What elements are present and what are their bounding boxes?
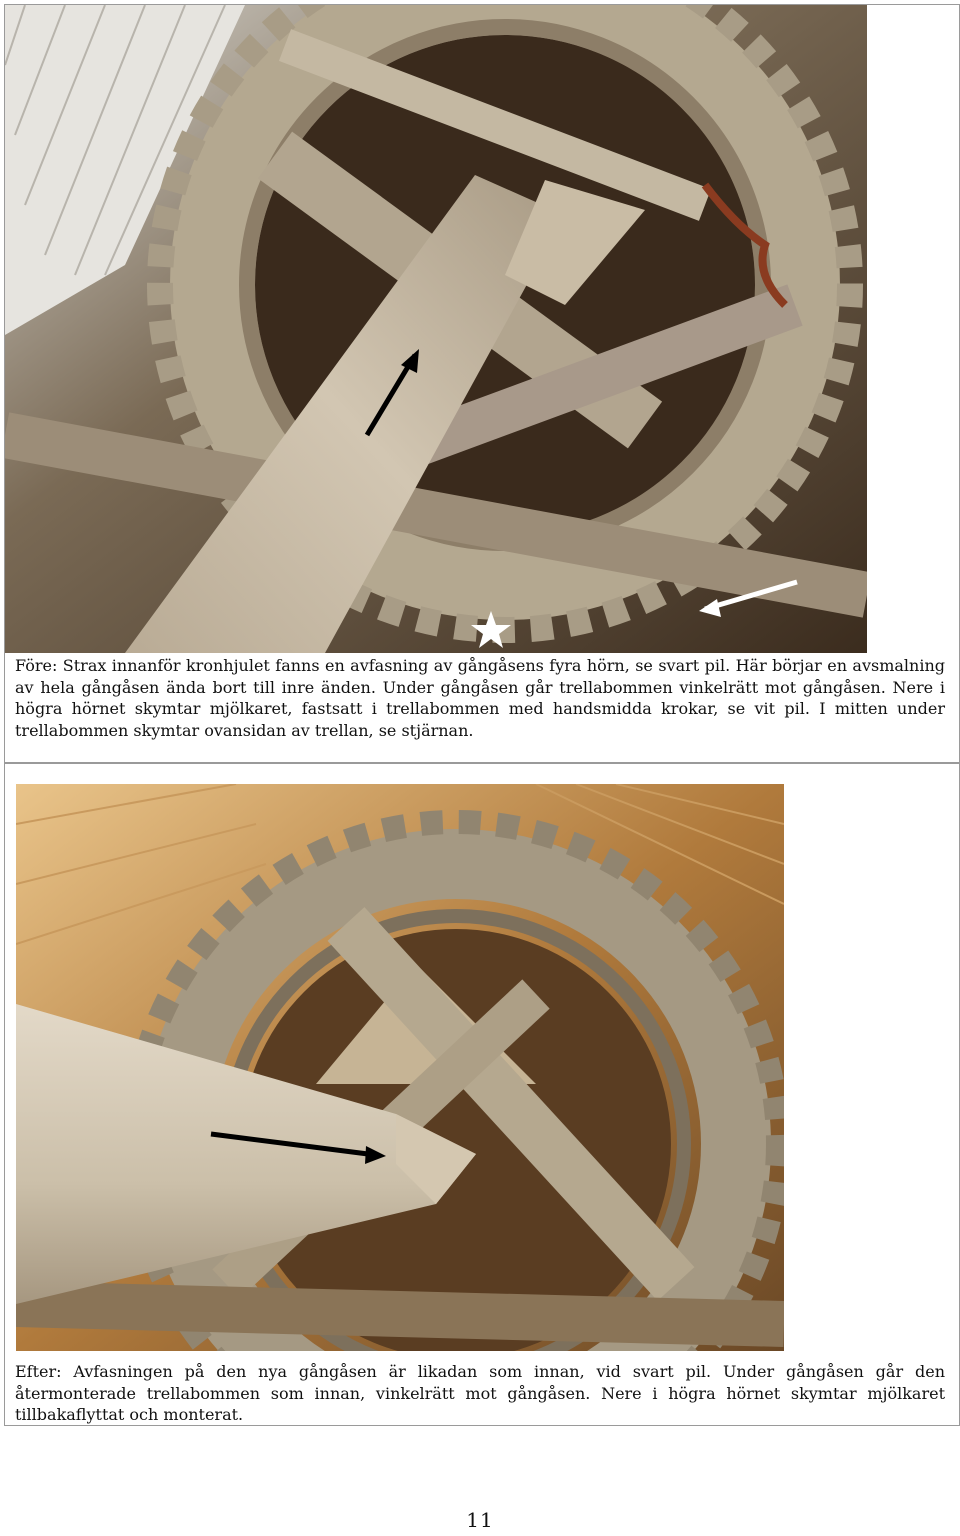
figure-before xyxy=(4,4,960,763)
photo-after-crown-wheel xyxy=(16,784,784,1351)
figure-caption-before: Före: Strax innanför kronhjulet fanns en avfasning av gångåsens fyra hörn, se svart pil. Här börjar en avsmalning av hela gångåsen ända bort till inre änden. Under gångåsen går trellabommen vinkelrätt mot gångåsen. Nere i högra hörnet skymtar mjölkaret, fastsatt i trellabommen med handsmidda krokar, se vit pil. I mitten under trellabommen skymtar ovansidan av trellan, se stjärnan. xyxy=(15,656,945,740)
photo-before-crown-wheel xyxy=(5,5,867,653)
page-number: 11 xyxy=(466,1508,494,1532)
figure-caption-after: Efter: Avfasningen på den nya gångåsen är likadan som innan, vid svart pil. Under gångåsen går den återmonterade trellabommen som innan, vinkelrätt mot gångåsen. Nere i högra hörnet skymtar mjölkaret tillbakaflyttat och monterat. xyxy=(15,1362,945,1424)
photo-after-illustration xyxy=(16,784,784,1351)
photo-before-illustration xyxy=(5,5,867,653)
figure-after xyxy=(4,763,960,1426)
